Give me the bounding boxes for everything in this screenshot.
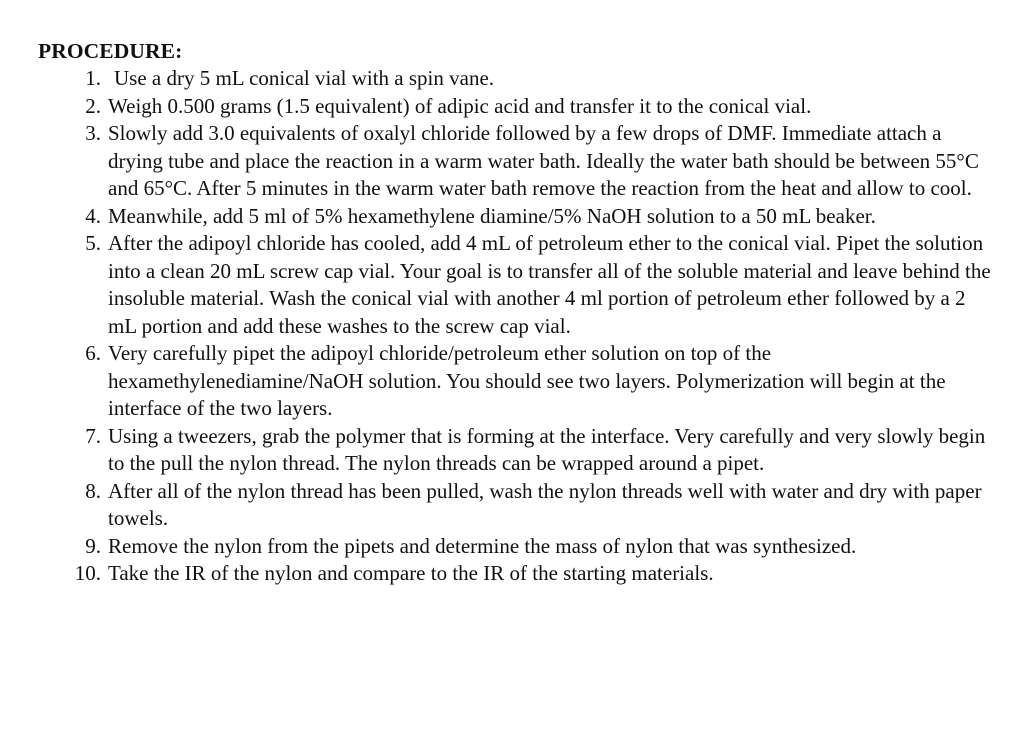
list-item-step-2 <box>38 93 998 121</box>
step-text: Use a dry 5 mL conical vial with a spin vane. <box>114 66 495 90</box>
step-text: Remove the nylon from the pipets and determine the mass of nylon that was synthesized. <box>108 533 857 558</box>
step-text: Very carefully pipet the adipoyl chloride/petroleum ether solution on top of the hexamethylenediamine/NaOH solution. You should see two layers. Polymerization will begin at the interface of the two layers. <box>108 341 946 420</box>
step-number: 10. <box>74 561 101 585</box>
step-text: Weigh 0.500 grams (1.5 equivalent) of adipic acid and transfer it to the conical vial. <box>108 93 812 118</box>
procedure-document <box>38 38 998 588</box>
list-item-step-9 <box>38 533 998 561</box>
list-item-step-5 <box>38 230 998 340</box>
step-number: 6. <box>85 341 101 365</box>
step-number: 4. <box>85 203 101 228</box>
list-item-step-1 <box>38 65 998 93</box>
step-number: 7. <box>85 423 101 448</box>
list-item-step-4 <box>38 203 998 231</box>
step-number: 3. <box>85 121 101 145</box>
list-item-step-8 <box>38 478 998 533</box>
step-number: 1. <box>85 66 101 90</box>
step-number: 2. <box>85 93 101 118</box>
list-item-step-3 <box>38 120 998 203</box>
step-text: Slowly add 3.0 equivalents of oxalyl chloride followed by a few drops of DMF. Immediate attach a drying tube and place the reaction in a warm water bath. Ideally the water bath should be between 55°C and 65°C. After 5 minutes in the warm water bath remove the reaction from the heat and allow to cool. <box>108 121 979 200</box>
step-number: 9. <box>85 533 101 558</box>
step-text: Using a tweezers, grab the polymer that is forming at the interface. Very carefully and very slowly begin to the pull the nylon thread. The nylon threads can be wrapped around a pipet. <box>108 423 986 475</box>
step-text: Take the IR of the nylon and compare to the IR of the starting materials. <box>108 561 714 585</box>
list-item-step-6 <box>38 340 998 423</box>
step-text: After the adipoyl chloride has cooled, add 4 mL of petroleum ether to the conical vial. Pipet the solution into a clean 20 mL screw cap vial. Your goal is to transfer all of the soluble material and leave behind the insoluble material. Wash the conical vial with another 4 ml portion of petroleum ether followed by a 2 mL portion and add these washes to the screw cap vial. <box>108 231 991 338</box>
list-item-step-10 <box>38 560 998 588</box>
step-number: 5. <box>85 231 101 255</box>
step-number: 8. <box>85 478 101 503</box>
procedure-heading: PROCEDURE: <box>38 39 183 63</box>
procedure-steps-list <box>38 65 998 588</box>
step-text: After all of the nylon thread has been pulled, wash the nylon threads well with water and dry with paper towels. <box>108 478 982 530</box>
step-text: Meanwhile, add 5 ml of 5% hexamethylene diamine/5% NaOH solution to a 50 mL beaker. <box>108 203 876 228</box>
list-item-step-7 <box>38 423 998 478</box>
